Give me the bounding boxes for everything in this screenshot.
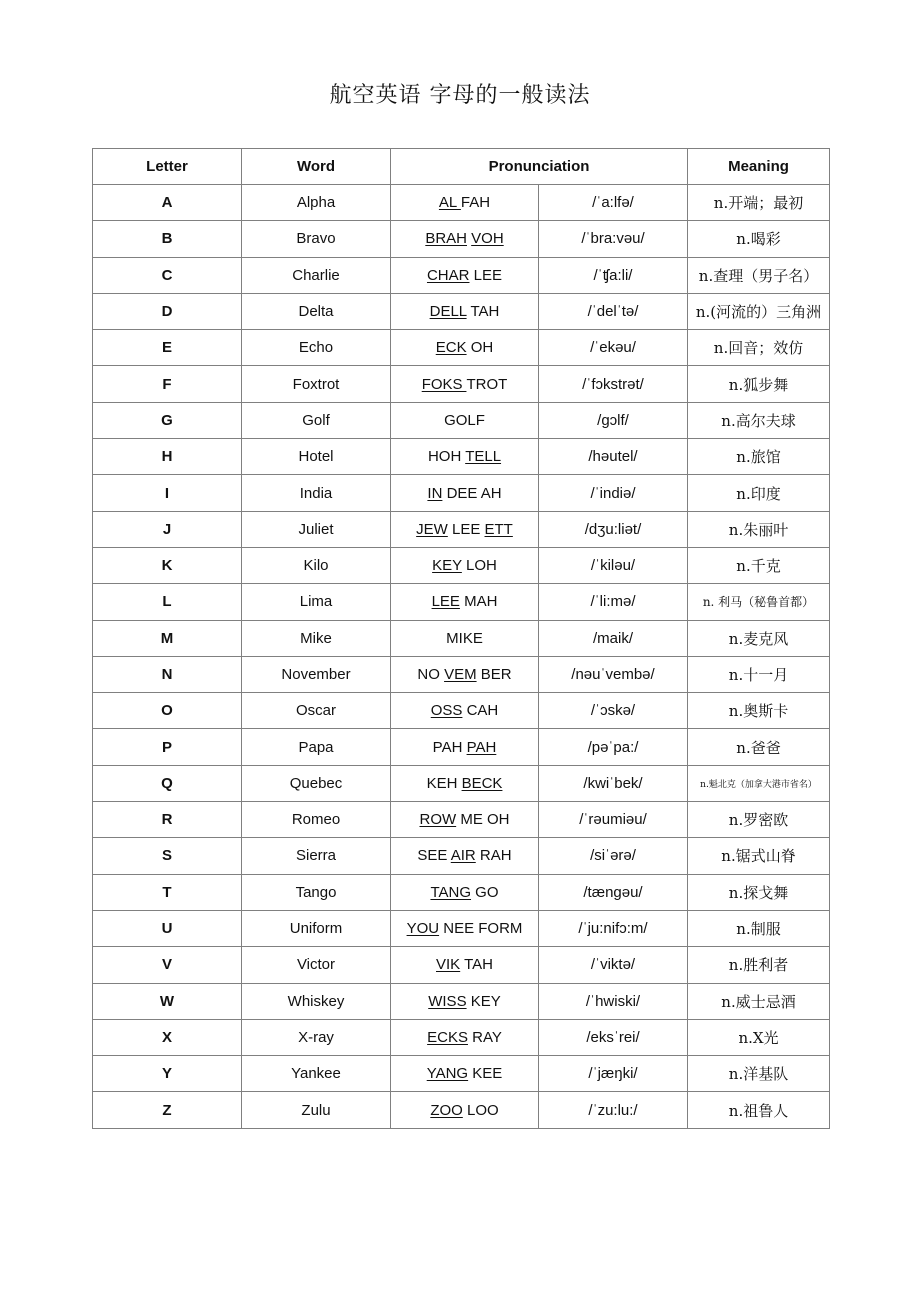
ipa-cell: /siˈərə/ xyxy=(539,838,688,874)
pronunciation-cell xyxy=(391,475,539,511)
stressed-syllable: TELL xyxy=(465,448,502,466)
meaning-cell: n.魁北克（加拿大港市省名） xyxy=(688,765,830,801)
word-cell: Sierra xyxy=(242,838,391,874)
syllable: FAH xyxy=(460,194,491,212)
word-cell: Uniform xyxy=(242,910,391,946)
ipa-cell: /ˈli:mə/ xyxy=(539,584,688,620)
pronunciation-cell xyxy=(391,910,539,946)
letter-cell: J xyxy=(93,511,242,547)
stressed-syllable: ZOO xyxy=(430,1101,463,1119)
letter-cell: P xyxy=(93,729,242,765)
meaning-cell: n.千克 xyxy=(688,547,830,583)
ipa-cell: /ˈju:nifɔ:m/ xyxy=(539,910,688,946)
table-header-row xyxy=(93,149,830,185)
table-row xyxy=(93,874,830,910)
word-cell: Foxtrot xyxy=(242,366,391,402)
meaning-cell: n.回音；效仿 xyxy=(688,330,830,366)
pronunciation-cell xyxy=(391,765,539,801)
stressed-syllable: VOH xyxy=(471,230,504,248)
stressed-syllable: ETT xyxy=(484,520,513,538)
word-cell: November xyxy=(242,656,391,692)
stressed-syllable: ECK xyxy=(435,339,467,357)
word-cell: Yankee xyxy=(242,1056,391,1092)
pronunciation-cell xyxy=(391,802,539,838)
ipa-cell: /ˈfɔkstrət/ xyxy=(539,366,688,402)
syllable: NO xyxy=(417,666,445,683)
meaning-cell: n.锯式山脊 xyxy=(688,838,830,874)
word-cell: India xyxy=(242,475,391,511)
stressed-syllable: FOKS xyxy=(421,375,467,393)
word-cell: Charlie xyxy=(242,257,391,293)
word-cell: Whiskey xyxy=(242,983,391,1019)
table-row xyxy=(93,656,830,692)
meaning-cell: n.罗密欧 xyxy=(688,802,830,838)
stressed-syllable: BRAH xyxy=(425,230,467,248)
meaning-cell: n.探戈舞 xyxy=(688,874,830,910)
pronunciation-cell xyxy=(391,947,539,983)
word-cell: Tango xyxy=(242,874,391,910)
pronunciation-cell xyxy=(391,402,539,438)
header-letter: Letter xyxy=(93,149,242,185)
word-cell: Quebec xyxy=(242,765,391,801)
syllable: GO xyxy=(471,883,499,901)
word-cell: Lima xyxy=(242,584,391,620)
pronunciation-cell xyxy=(391,656,539,692)
stressed-syllable: YANG xyxy=(426,1065,469,1083)
syllable: MIKE xyxy=(446,629,483,647)
letter-cell: U xyxy=(93,910,242,946)
letter-cell: O xyxy=(93,693,242,729)
header-word: Word xyxy=(242,149,391,185)
syllable: NEE FORM xyxy=(439,920,523,938)
table-row xyxy=(93,511,830,547)
stressed-syllable: JEW xyxy=(416,520,448,538)
syllable: KEE xyxy=(468,1065,503,1083)
stressed-syllable: LEE xyxy=(431,593,460,611)
meaning-cell: n.查理（男子名） xyxy=(688,257,830,293)
table-row xyxy=(93,293,830,329)
word-cell: Papa xyxy=(242,729,391,765)
ipa-cell: /kwiˈbek/ xyxy=(539,765,688,801)
table-row xyxy=(93,475,830,511)
table-row xyxy=(93,221,830,257)
meaning-cell: n.印度 xyxy=(688,475,830,511)
meaning-cell: n.(河流的）三角洲 xyxy=(688,293,830,329)
syllable: RAY xyxy=(467,1028,502,1046)
ipa-cell: /ˈʧa:li/ xyxy=(539,257,688,293)
table-row xyxy=(93,983,830,1019)
syllable: RAH xyxy=(475,847,512,865)
meaning-cell: n.旅馆 xyxy=(688,439,830,475)
pronunciation-cell xyxy=(391,330,539,366)
table-row xyxy=(93,1092,830,1128)
pronunciation-cell xyxy=(391,221,539,257)
stressed-syllable: BECK xyxy=(461,774,503,792)
letter-cell: Z xyxy=(93,1092,242,1128)
ipa-cell: /dʒu:liət/ xyxy=(539,511,688,547)
meaning-cell: n.喝彩 xyxy=(688,221,830,257)
pronunciation-cell xyxy=(391,293,539,329)
table-row xyxy=(93,439,830,475)
letter-cell: F xyxy=(93,366,242,402)
meaning-cell: n.威士忌酒 xyxy=(688,983,830,1019)
pronunciation-cell xyxy=(391,693,539,729)
ipa-cell: /ˈkiləu/ xyxy=(539,547,688,583)
word-cell: Kilo xyxy=(242,547,391,583)
stressed-syllable: DELL xyxy=(429,303,467,321)
ipa-cell: /nəuˈvembə/ xyxy=(539,656,688,692)
pronunciation-cell xyxy=(391,547,539,583)
header-meaning: Meaning xyxy=(688,149,830,185)
table-row xyxy=(93,330,830,366)
letter-cell: E xyxy=(93,330,242,366)
syllable: LEE xyxy=(469,266,503,284)
stressed-syllable: WISS xyxy=(428,992,467,1010)
pronunciation-cell xyxy=(391,584,539,620)
meaning-cell: n.朱丽叶 xyxy=(688,511,830,547)
stressed-syllable: PAH xyxy=(466,738,497,756)
syllable: LEE xyxy=(447,520,485,538)
letter-cell: Q xyxy=(93,765,242,801)
table-row xyxy=(93,185,830,221)
meaning-cell: n.奥斯卡 xyxy=(688,693,830,729)
stressed-syllable: YOU xyxy=(406,920,440,938)
syllable: KEH xyxy=(426,774,462,792)
ipa-cell: /gɔlf/ xyxy=(539,402,688,438)
table-row xyxy=(93,802,830,838)
syllable: CAH xyxy=(462,702,499,720)
meaning-cell: n.胜利者 xyxy=(688,947,830,983)
stressed-syllable: TANG xyxy=(430,883,472,901)
syllable: ME OH xyxy=(456,811,510,829)
stressed-syllable: VEM xyxy=(444,666,477,683)
pronunciation-cell xyxy=(391,185,539,221)
pronunciation-cell xyxy=(391,1092,539,1128)
meaning-cell: n.高尔夫球 xyxy=(688,402,830,438)
syllable: LOH xyxy=(461,557,497,575)
syllable: DEE AH xyxy=(442,484,502,502)
word-cell: Romeo xyxy=(242,802,391,838)
table-row xyxy=(93,1056,830,1092)
table-row xyxy=(93,1019,830,1055)
letter-cell: K xyxy=(93,547,242,583)
word-cell: Mike xyxy=(242,620,391,656)
ipa-cell: /ˈindiə/ xyxy=(539,475,688,511)
stressed-syllable: OSS xyxy=(430,702,463,720)
syllable: TAH xyxy=(460,956,493,974)
syllable: PAH xyxy=(432,738,467,756)
ipa-cell: /ˈa:lfə/ xyxy=(539,185,688,221)
table-body xyxy=(93,185,830,1129)
letter-cell: N xyxy=(93,656,242,692)
ipa-cell: /həutel/ xyxy=(539,439,688,475)
phonetic-alphabet-table xyxy=(92,148,830,1129)
ipa-cell: /tængəu/ xyxy=(539,874,688,910)
letter-cell: X xyxy=(93,1019,242,1055)
letter-cell: V xyxy=(93,947,242,983)
stressed-syllable: AIR xyxy=(450,847,476,865)
syllable: TAH xyxy=(466,303,500,321)
table-row xyxy=(93,620,830,656)
letter-cell: C xyxy=(93,257,242,293)
pronunciation-cell xyxy=(391,838,539,874)
table-row xyxy=(93,257,830,293)
syllable: SEE xyxy=(417,847,451,865)
ipa-cell: /ˈbra:vəu/ xyxy=(539,221,688,257)
stressed-syllable: KEY xyxy=(432,557,462,575)
letter-cell: D xyxy=(93,293,242,329)
word-cell: Delta xyxy=(242,293,391,329)
table-row xyxy=(93,693,830,729)
word-cell: X-ray xyxy=(242,1019,391,1055)
ipa-cell: /ˈzu:lu:/ xyxy=(539,1092,688,1128)
meaning-cell: n.洋基队 xyxy=(688,1056,830,1092)
pronunciation-cell xyxy=(391,874,539,910)
word-cell: Zulu xyxy=(242,1092,391,1128)
letter-cell: L xyxy=(93,584,242,620)
pronunciation-cell xyxy=(391,1019,539,1055)
letter-cell: I xyxy=(93,475,242,511)
table-row xyxy=(93,402,830,438)
letter-cell: M xyxy=(93,620,242,656)
table-row xyxy=(93,910,830,946)
table-row xyxy=(93,729,830,765)
syllable: MAH xyxy=(459,593,498,611)
word-cell: Oscar xyxy=(242,693,391,729)
meaning-cell: n.十一月 xyxy=(688,656,830,692)
table-row xyxy=(93,366,830,402)
syllable: HOH xyxy=(427,448,466,466)
syllable: GOLF xyxy=(444,411,485,429)
meaning-cell: n.X光 xyxy=(688,1019,830,1055)
word-cell: Juliet xyxy=(242,511,391,547)
stressed-syllable: ECKS xyxy=(427,1028,468,1046)
syllable: KEY xyxy=(466,992,501,1010)
meaning-cell: n. 利马（秘鲁首都） xyxy=(688,584,830,620)
ipa-cell: /pəˈpa:/ xyxy=(539,729,688,765)
meaning-cell: n.爸爸 xyxy=(688,729,830,765)
meaning-cell: n.开端；最初 xyxy=(688,185,830,221)
letter-cell: H xyxy=(93,439,242,475)
table-row xyxy=(93,947,830,983)
word-cell: Hotel xyxy=(242,439,391,475)
letter-cell: W xyxy=(93,983,242,1019)
stressed-syllable: CHAR xyxy=(426,266,470,284)
meaning-cell: n.麦克风 xyxy=(688,620,830,656)
stressed-syllable: ROW xyxy=(419,811,457,829)
letter-cell: G xyxy=(93,402,242,438)
ipa-cell: /ˈɔskə/ xyxy=(539,693,688,729)
ipa-cell: /eksˈrei/ xyxy=(539,1019,688,1055)
pronunciation-cell xyxy=(391,366,539,402)
pronunciation-cell xyxy=(391,511,539,547)
syllable: TROT xyxy=(466,375,508,393)
stressed-syllable: AL xyxy=(438,194,461,212)
letter-cell: T xyxy=(93,874,242,910)
letter-cell: A xyxy=(93,185,242,221)
syllable: BER xyxy=(476,666,512,683)
letter-cell: R xyxy=(93,802,242,838)
table-row xyxy=(93,838,830,874)
ipa-cell: /ˈjæŋki/ xyxy=(539,1056,688,1092)
header-pronunciation: Pronunciation xyxy=(391,149,688,185)
word-cell: Victor xyxy=(242,947,391,983)
letter-cell: B xyxy=(93,221,242,257)
stressed-syllable: VIK xyxy=(436,956,461,974)
pronunciation-cell xyxy=(391,620,539,656)
syllable: LOO xyxy=(462,1101,499,1119)
table-row xyxy=(93,765,830,801)
table-row xyxy=(93,547,830,583)
word-cell: Alpha xyxy=(242,185,391,221)
pronunciation-cell xyxy=(391,439,539,475)
ipa-cell: /ˈdelˈtə/ xyxy=(539,293,688,329)
meaning-cell: n.祖鲁人 xyxy=(688,1092,830,1128)
syllable: OH xyxy=(466,339,494,357)
pronunciation-cell xyxy=(391,1056,539,1092)
letter-cell: S xyxy=(93,838,242,874)
word-cell: Echo xyxy=(242,330,391,366)
ipa-cell: /maik/ xyxy=(539,620,688,656)
ipa-cell: /ˈviktə/ xyxy=(539,947,688,983)
ipa-cell: /ˈhwiski/ xyxy=(539,983,688,1019)
letter-cell: Y xyxy=(93,1056,242,1092)
meaning-cell: n.制服 xyxy=(688,910,830,946)
page-title: 航空英语 字母的一般读法 xyxy=(329,83,591,108)
meaning-cell: n.狐步舞 xyxy=(688,366,830,402)
stressed-syllable: IN xyxy=(427,484,443,502)
pronunciation-cell xyxy=(391,983,539,1019)
ipa-cell: /ˈekəu/ xyxy=(539,330,688,366)
word-cell: Golf xyxy=(242,402,391,438)
pronunciation-cell xyxy=(391,729,539,765)
table-row xyxy=(93,584,830,620)
ipa-cell: /ˈrəumiəu/ xyxy=(539,802,688,838)
word-cell: Bravo xyxy=(242,221,391,257)
pronunciation-cell xyxy=(391,257,539,293)
